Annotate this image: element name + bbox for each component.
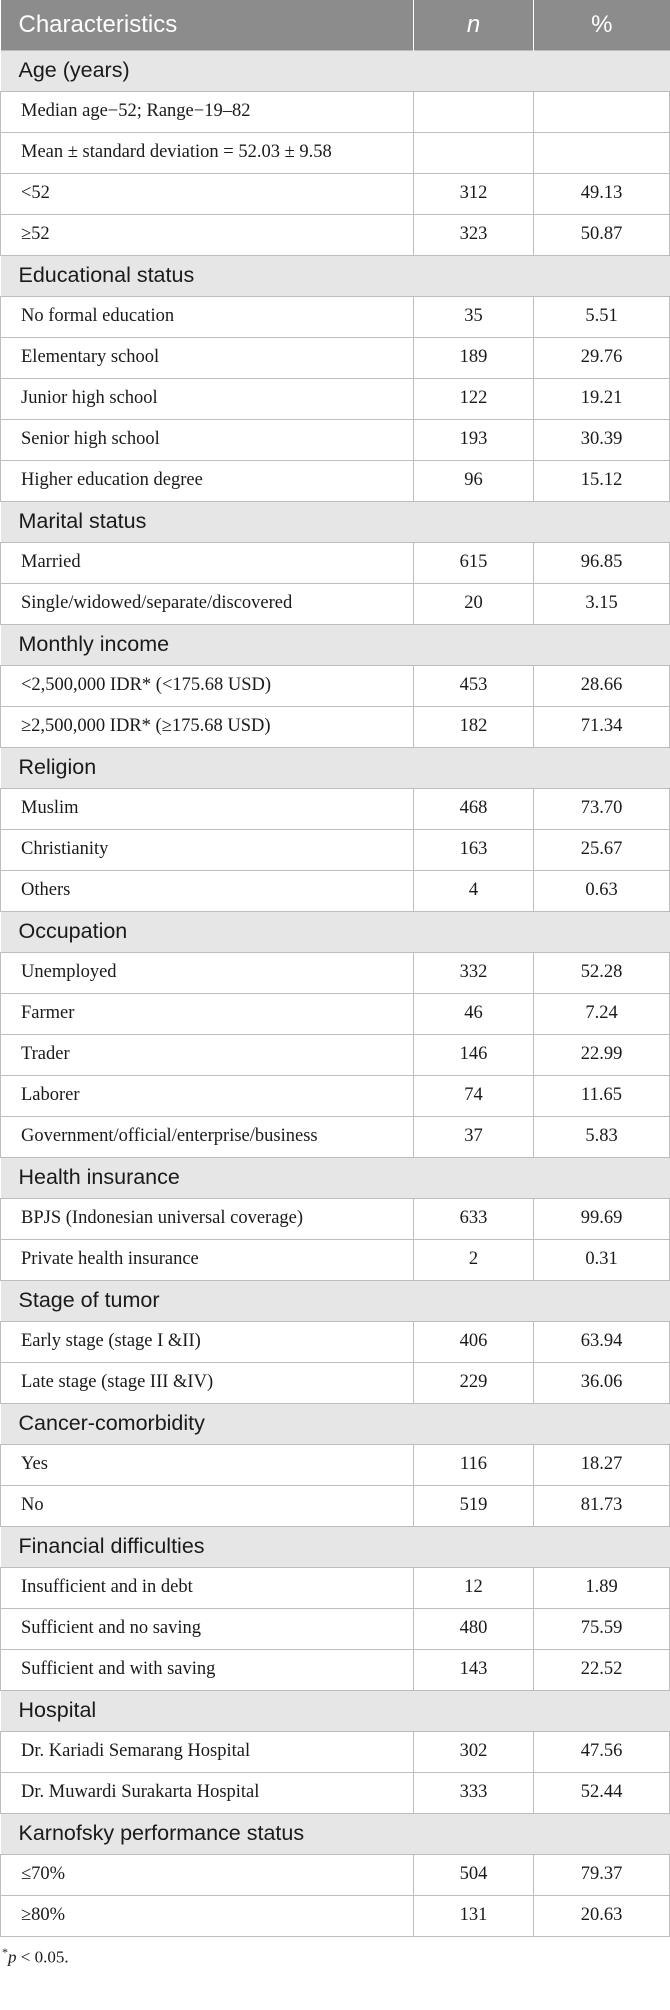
row-n: 323 bbox=[414, 214, 534, 255]
row-n: 37 bbox=[414, 1116, 534, 1157]
row-n: 182 bbox=[414, 706, 534, 747]
row-n: 116 bbox=[414, 1444, 534, 1485]
row-label: Junior high school bbox=[1, 378, 414, 419]
section-header-row bbox=[1, 747, 670, 788]
row-n: 229 bbox=[414, 1362, 534, 1403]
row-n: 633 bbox=[414, 1198, 534, 1239]
row-label: <2,500,000 IDR* (<175.68 USD) bbox=[1, 665, 414, 706]
row-n bbox=[414, 132, 534, 173]
row-percent: 63.94 bbox=[534, 1321, 670, 1362]
footnote-marker: * bbox=[2, 1944, 8, 1959]
section-header-row bbox=[1, 255, 670, 296]
row-n: 504 bbox=[414, 1854, 534, 1895]
row-label: ≥52 bbox=[1, 214, 414, 255]
row-percent: 7.24 bbox=[534, 993, 670, 1034]
row-percent: 0.31 bbox=[534, 1239, 670, 1280]
row-percent bbox=[534, 132, 670, 173]
row-n: 74 bbox=[414, 1075, 534, 1116]
table-row bbox=[1, 1731, 670, 1772]
table-footnote bbox=[0, 1945, 669, 1968]
row-n: 333 bbox=[414, 1772, 534, 1813]
row-label: ≤70% bbox=[1, 1854, 414, 1895]
section-header-row bbox=[1, 911, 670, 952]
table-row bbox=[1, 1198, 670, 1239]
table-row bbox=[1, 829, 670, 870]
section-title: Age (years) bbox=[1, 50, 670, 91]
row-label: Private health insurance bbox=[1, 1239, 414, 1280]
row-n: 468 bbox=[414, 788, 534, 829]
row-n: 453 bbox=[414, 665, 534, 706]
table-row bbox=[1, 296, 670, 337]
section-title: Stage of tumor bbox=[1, 1280, 670, 1321]
row-percent: 5.51 bbox=[534, 296, 670, 337]
row-n: 615 bbox=[414, 542, 534, 583]
section-header-row bbox=[1, 501, 670, 542]
section-title: Health insurance bbox=[1, 1157, 670, 1198]
row-label: Dr. Kariadi Semarang Hospital bbox=[1, 1731, 414, 1772]
row-percent: 1.89 bbox=[534, 1567, 670, 1608]
header-percent: % bbox=[534, 0, 670, 50]
row-percent bbox=[534, 91, 670, 132]
row-label: ≥2,500,000 IDR* (≥175.68 USD) bbox=[1, 706, 414, 747]
row-percent: 79.37 bbox=[534, 1854, 670, 1895]
row-label: <52 bbox=[1, 173, 414, 214]
table-row bbox=[1, 1854, 670, 1895]
row-label: Christianity bbox=[1, 829, 414, 870]
row-n: 312 bbox=[414, 173, 534, 214]
header-row bbox=[1, 0, 670, 50]
table-row bbox=[1, 132, 670, 173]
section-header-row bbox=[1, 1690, 670, 1731]
section-header-row bbox=[1, 1157, 670, 1198]
row-n: 332 bbox=[414, 952, 534, 993]
section-header-row bbox=[1, 50, 670, 91]
row-label: Median age−52; Range−19–82 bbox=[1, 91, 414, 132]
table-row bbox=[1, 1608, 670, 1649]
row-n: 406 bbox=[414, 1321, 534, 1362]
row-label: Elementary school bbox=[1, 337, 414, 378]
row-percent: 30.39 bbox=[534, 419, 670, 460]
table-row bbox=[1, 214, 670, 255]
row-label: BPJS (Indonesian universal coverage) bbox=[1, 1198, 414, 1239]
section-header-row bbox=[1, 1280, 670, 1321]
section-header-row bbox=[1, 1526, 670, 1567]
row-label: No bbox=[1, 1485, 414, 1526]
row-percent: 50.87 bbox=[534, 214, 670, 255]
row-label: Trader bbox=[1, 1034, 414, 1075]
table-body bbox=[1, 50, 670, 1936]
table-row bbox=[1, 460, 670, 501]
table-row bbox=[1, 1567, 670, 1608]
section-title: Cancer-comorbidity bbox=[1, 1403, 670, 1444]
row-n: 163 bbox=[414, 829, 534, 870]
row-label: Yes bbox=[1, 1444, 414, 1485]
row-percent: 0.63 bbox=[534, 870, 670, 911]
row-n: 122 bbox=[414, 378, 534, 419]
row-label: Government/official/enterprise/business bbox=[1, 1116, 414, 1157]
row-label: Single/widowed/separate/discovered bbox=[1, 583, 414, 624]
row-percent: 99.69 bbox=[534, 1198, 670, 1239]
row-percent: 52.44 bbox=[534, 1772, 670, 1813]
section-title: Financial difficulties bbox=[1, 1526, 670, 1567]
header-n: n bbox=[414, 0, 534, 50]
row-n: 302 bbox=[414, 1731, 534, 1772]
row-label: Others bbox=[1, 870, 414, 911]
row-n: 12 bbox=[414, 1567, 534, 1608]
row-n: 189 bbox=[414, 337, 534, 378]
header-characteristics: Characteristics bbox=[18, 10, 178, 38]
section-title: Karnofsky performance status bbox=[1, 1813, 670, 1854]
row-n bbox=[414, 91, 534, 132]
row-percent: 25.67 bbox=[534, 829, 670, 870]
row-percent: 28.66 bbox=[534, 665, 670, 706]
table-row bbox=[1, 542, 670, 583]
row-n: 131 bbox=[414, 1895, 534, 1936]
row-percent: 22.99 bbox=[534, 1034, 670, 1075]
footnote-text: < 0.05. bbox=[16, 1947, 69, 1967]
row-label: ≥80% bbox=[1, 1895, 414, 1936]
section-title: Hospital bbox=[1, 1690, 670, 1731]
row-n: 146 bbox=[414, 1034, 534, 1075]
row-n: 480 bbox=[414, 1608, 534, 1649]
table-row bbox=[1, 1895, 670, 1936]
row-label: Senior high school bbox=[1, 419, 414, 460]
row-percent: 20.63 bbox=[534, 1895, 670, 1936]
row-n: 35 bbox=[414, 296, 534, 337]
table-row bbox=[1, 1075, 670, 1116]
table-row bbox=[1, 1239, 670, 1280]
section-header-row bbox=[1, 1403, 670, 1444]
row-percent: 19.21 bbox=[534, 378, 670, 419]
row-label: Insufficient and in debt bbox=[1, 1567, 414, 1608]
section-title: Educational status bbox=[1, 255, 670, 296]
row-n: 2 bbox=[414, 1239, 534, 1280]
table-row bbox=[1, 378, 670, 419]
row-n: 96 bbox=[414, 460, 534, 501]
row-percent: 11.65 bbox=[534, 1075, 670, 1116]
row-percent: 18.27 bbox=[534, 1444, 670, 1485]
row-percent: 49.13 bbox=[534, 173, 670, 214]
table-row bbox=[1, 1034, 670, 1075]
row-percent: 29.76 bbox=[534, 337, 670, 378]
row-label: Laborer bbox=[1, 1075, 414, 1116]
section-header-row bbox=[1, 1813, 670, 1854]
table-row bbox=[1, 870, 670, 911]
table-row bbox=[1, 1362, 670, 1403]
table-header bbox=[1, 0, 670, 50]
row-label: Dr. Muwardi Surakarta Hospital bbox=[1, 1772, 414, 1813]
row-label: Married bbox=[1, 542, 414, 583]
row-percent: 81.73 bbox=[534, 1485, 670, 1526]
row-label: Unemployed bbox=[1, 952, 414, 993]
table-row bbox=[1, 1116, 670, 1157]
row-percent: 96.85 bbox=[534, 542, 670, 583]
section-header-row bbox=[1, 624, 670, 665]
row-label: Mean ± standard deviation = 52.03 ± 9.58 bbox=[1, 132, 414, 173]
section-title: Monthly income bbox=[1, 624, 670, 665]
section-title: Marital status bbox=[1, 501, 670, 542]
row-label: Early stage (stage I &II) bbox=[1, 1321, 414, 1362]
row-label: Late stage (stage III &IV) bbox=[1, 1362, 414, 1403]
row-n: 193 bbox=[414, 419, 534, 460]
row-label: Sufficient and with saving bbox=[1, 1649, 414, 1690]
table-row bbox=[1, 788, 670, 829]
row-percent: 3.15 bbox=[534, 583, 670, 624]
row-label: Muslim bbox=[1, 788, 414, 829]
footnote-variable: p bbox=[8, 1947, 17, 1967]
row-percent: 47.56 bbox=[534, 1731, 670, 1772]
row-percent: 5.83 bbox=[534, 1116, 670, 1157]
section-title: Occupation bbox=[1, 911, 670, 952]
table-row bbox=[1, 1321, 670, 1362]
row-n: 519 bbox=[414, 1485, 534, 1526]
table-row bbox=[1, 993, 670, 1034]
table-row bbox=[1, 173, 670, 214]
row-n: 4 bbox=[414, 870, 534, 911]
row-percent: 75.59 bbox=[534, 1608, 670, 1649]
table-row bbox=[1, 1444, 670, 1485]
row-label: No formal education bbox=[1, 296, 414, 337]
table-row bbox=[1, 91, 670, 132]
table-row bbox=[1, 337, 670, 378]
table-row bbox=[1, 665, 670, 706]
row-n: 143 bbox=[414, 1649, 534, 1690]
row-label: Higher education degree bbox=[1, 460, 414, 501]
row-percent: 22.52 bbox=[534, 1649, 670, 1690]
table-row bbox=[1, 419, 670, 460]
section-title: Religion bbox=[1, 747, 670, 788]
table-row bbox=[1, 1772, 670, 1813]
row-percent: 71.34 bbox=[534, 706, 670, 747]
row-percent: 52.28 bbox=[534, 952, 670, 993]
row-label: Sufficient and no saving bbox=[1, 1608, 414, 1649]
table-row bbox=[1, 952, 670, 993]
row-percent: 15.12 bbox=[534, 460, 670, 501]
table-row bbox=[1, 1649, 670, 1690]
table-row bbox=[1, 706, 670, 747]
row-percent: 36.06 bbox=[534, 1362, 670, 1403]
table-row bbox=[1, 583, 670, 624]
row-n: 20 bbox=[414, 583, 534, 624]
row-label: Farmer bbox=[1, 993, 414, 1034]
table-row bbox=[1, 1485, 670, 1526]
row-percent: 73.70 bbox=[534, 788, 670, 829]
row-n: 46 bbox=[414, 993, 534, 1034]
